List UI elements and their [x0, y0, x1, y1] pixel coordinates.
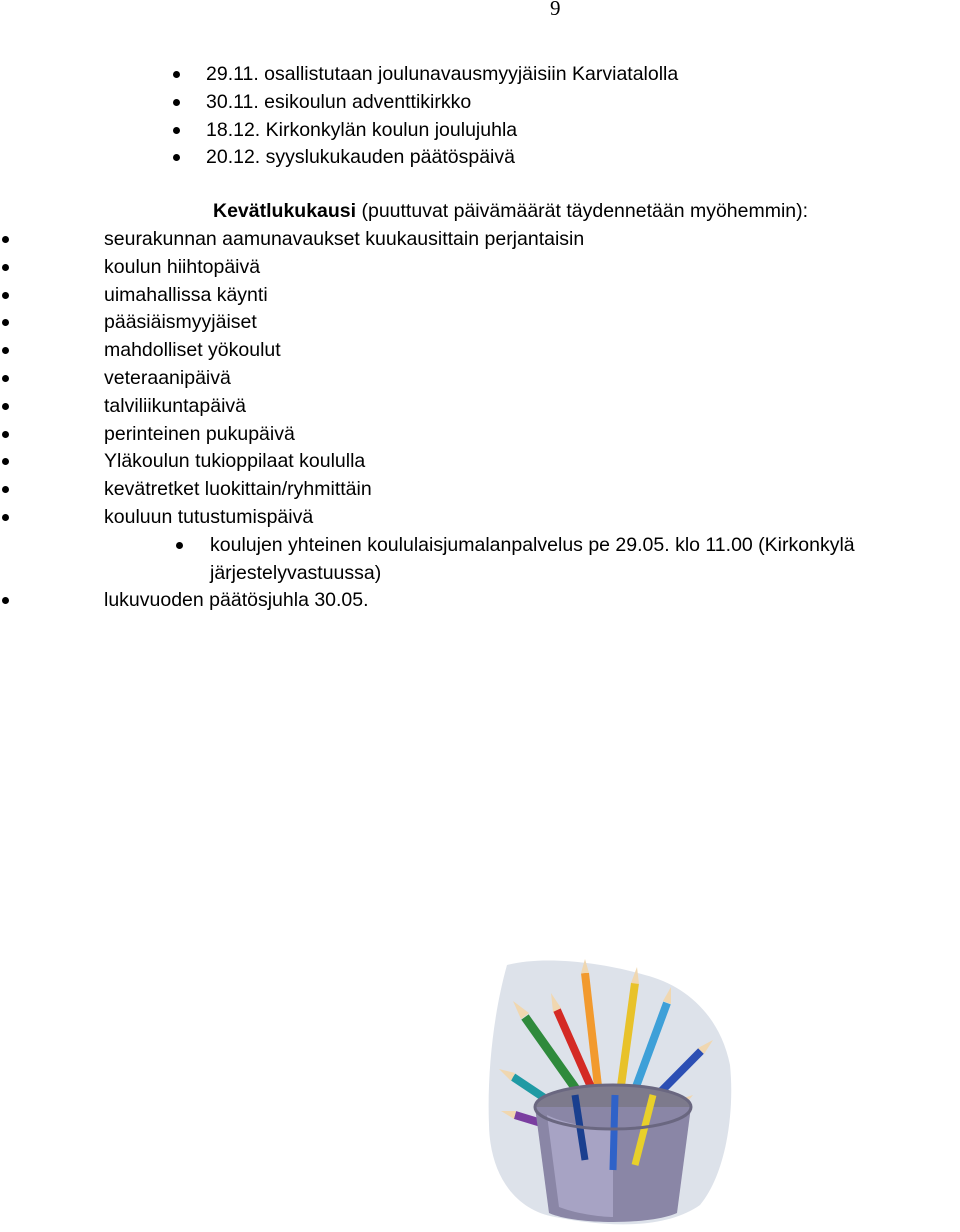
list-item: kevätretket luokittain/ryhmittäin	[104, 476, 855, 504]
pencil-cup-icon	[485, 955, 735, 1230]
autumn-events-list	[206, 61, 678, 172]
list-item: 30.11. esikoulun adventtikirkko	[206, 89, 678, 117]
list-item: kouluun tutustumispäivä	[104, 504, 855, 532]
list-item: koulun hiihtopäivä	[104, 254, 855, 282]
list-item: talviliikuntapäivä	[104, 393, 855, 421]
list-item: veteraanipäivä	[104, 365, 855, 393]
list-item-nested: koulujen yhteinen koululaisjumalanpalvelus pe 29.05. klo 11.00 (Kirkonkylä	[104, 532, 855, 560]
list-item: perinteinen pukupäivä	[104, 421, 855, 449]
spring-term-heading	[213, 198, 808, 226]
list-item: 29.11. osallistutaan joulunavausmyyjäisiin Karviatalolla	[206, 61, 678, 89]
list-item: uimahallissa käynti	[104, 282, 855, 310]
list-item-continuation: järjestelyvastuussa)	[210, 561, 382, 584]
spring-term-title: Kevätlukukausi	[213, 200, 357, 222]
list-item: pääsiäismyyjäiset	[104, 309, 855, 337]
spring-events-list	[104, 226, 855, 615]
list-item: Yläkoulun tukioppilaat koululla	[104, 448, 855, 476]
list-item: lukuvuoden päätösjuhla 30.05.	[104, 587, 855, 615]
list-item: 20.12. syyslukukauden päätöspäivä	[206, 144, 678, 172]
list-item: mahdolliset yökoulut	[104, 337, 855, 365]
page-number: 9	[550, 0, 561, 20]
spring-term-note: (puuttuvat päivämäärät täydennetään myöhemmin):	[356, 200, 809, 222]
list-item: 18.12. Kirkonkylän koulun joulujuhla	[206, 117, 678, 145]
list-item: seurakunnan aamunavaukset kuukausittain perjantaisin	[104, 226, 855, 254]
